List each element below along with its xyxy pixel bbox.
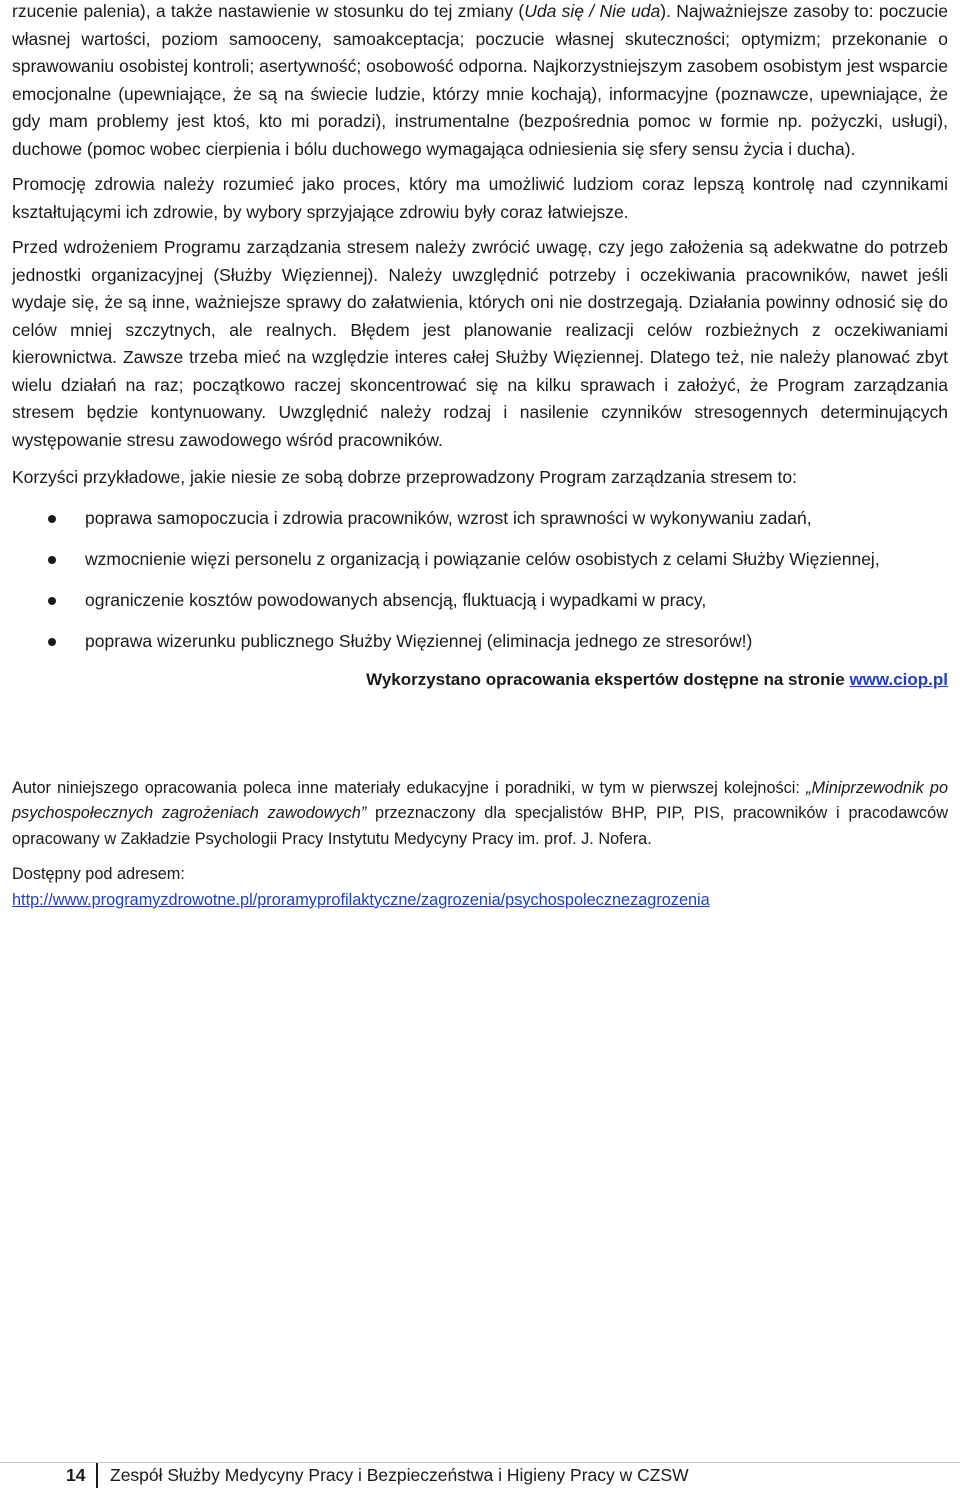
availability-block xyxy=(12,862,948,913)
paragraph-health-promotion: Promocję zdrowia należy rozumieć jako proces, który ma umożliwić ludziom coraz lepszą kontrolę nad czynnikami kształtującymi ich zdrowie, by wybory sprzyjające zdrowiu były coraz łatwiejsze. xyxy=(12,174,948,222)
page-number: 14 xyxy=(66,1465,86,1485)
paragraph-program-implementation: Przed wdrożeniem Programu zarządzania stresem należy zwrócić uwagę, czy jego założenia są adekwatne do potrzeb jednostki organizacyjnej (Służby Więziennej). Należy uwzględnić potrzeby i oczekiwania pracowników, nawet jeśli wydaje się, że są inne, ważniejsze sprawy do załatwienia, których oni nie dostrzegają. Działania powinny odnosić się do celów mniej szczytnych, ale realnych. Błędem jest planowanie realizacji celów rozbieżnych z oczekiwaniami kierownictwa. Zawsze trzeba mieć na względzie interes całej Służby Więziennej. Dlatego też, nie należy planować zbyt wielu działań na raz; początkowo raczej skoncentrować się na kilku sprawach i założyć, że Program zarządzania stresem będzie kontynuowany. Uwzględnić należy rodzaj i nasilenie czynników stresogennych determinujących występowanie stresu zawodowego wśród pracowników. xyxy=(12,237,948,450)
bullet-icon xyxy=(48,556,56,564)
bullet-icon xyxy=(48,638,56,646)
list-item-text: wzmocnienie więzi personelu z organizacją i powiązanie celów osobistych z celami Służby Więziennej, xyxy=(85,548,880,569)
footer-divider xyxy=(0,1462,960,1463)
paragraph-resources-part1: rzucenie palenia), a także nastawienie w stosunku do tej zmiany ( xyxy=(12,1,525,21)
page-footer xyxy=(0,1440,960,1488)
list-item xyxy=(12,586,948,615)
source-note-text: Wykorzystano opracowania ekspertów dostępne na stronie xyxy=(366,669,850,689)
paragraph-resources xyxy=(12,0,948,163)
list-item-text: poprawa wizerunku publicznego Służby Więziennej (eliminacja jednego ze stresorów!) xyxy=(85,630,753,651)
source-note xyxy=(12,668,948,692)
author-recommendation-part2: przeznaczony dla specjalistów BHP, PIP, PIS, pracowników i pracodawców opracowany w Zakładzie Psychologii Pracy Instytutu Medycyny Pracy im. prof. J. Nofera. xyxy=(12,804,948,848)
bullet-icon xyxy=(48,597,56,605)
list-item xyxy=(12,504,948,533)
author-recommendation xyxy=(12,776,948,853)
paragraph-resources-italic: Uda się / Nie uda xyxy=(524,1,661,21)
author-recommendation-part1: Autor niniejszego opracowania poleca inne materiały edukacyjne i poradniki, w tym w pierwszej kolejności: xyxy=(12,778,807,797)
list-item xyxy=(12,545,948,574)
availability-link[interactable]: http://www.programyzdrowotne.pl/proramyprofilaktyczne/zagrozenia/psychospolecznezagrozenia xyxy=(12,890,710,909)
list-item-text: poprawa samopoczucia i zdrowia pracowników, wzrost ich sprawności w wykonywaniu zadań, xyxy=(85,507,812,528)
list-item-text: ograniczenie kosztów powodowanych absencją, fluktuacją i wypadkami w pracy, xyxy=(85,589,707,610)
footer-text: Zespół Służby Medycyny Pracy i Bezpieczeństwa i Higieny Pracy w CZSW xyxy=(110,1465,689,1485)
bullet-icon xyxy=(48,515,56,523)
benefits-list xyxy=(12,504,948,656)
recommended-title: „Miniprzewodnik po psychospołecznych zagrożeniach zawodowych” xyxy=(12,778,948,822)
list-item xyxy=(12,627,948,656)
paragraph-resources-part2: ). Najważniejsze zasoby to: poczucie własnej wartości, poziom samooceny, samoakceptacja; poczucie własnej skuteczności; optymizm; przekonanie o sprawowaniu osobistej kontroli; asertywność; osobowość odporna. Najkorzystniejszym zasobem osobistym jest wsparcie emocjonalne (upewniające, że są na świecie ludzie, którzy mnie kochają), informacyjne (poznawcze, upewniające, że gdy mam problemy jest ktoś, kto mi poradzi), instrumentalne (bezpośrednia pomoc w formie np. pożyczki, usługi), duchowe (pomoc wobec cierpienia i bólu duchowego wymagająca odniesienia się sfery sensu życia i ducha). xyxy=(12,1,948,159)
paragraph-benefits-intro: Korzyści przykładowe, jakie niesie ze sobą dobrze przeprowadzony Program zarządzania stresem to: xyxy=(12,467,797,487)
availability-label: Dostępny pod adresem: xyxy=(12,865,185,883)
footer-separator xyxy=(96,1463,98,1488)
document-page xyxy=(12,0,948,913)
source-link[interactable]: www.ciop.pl xyxy=(849,669,948,689)
